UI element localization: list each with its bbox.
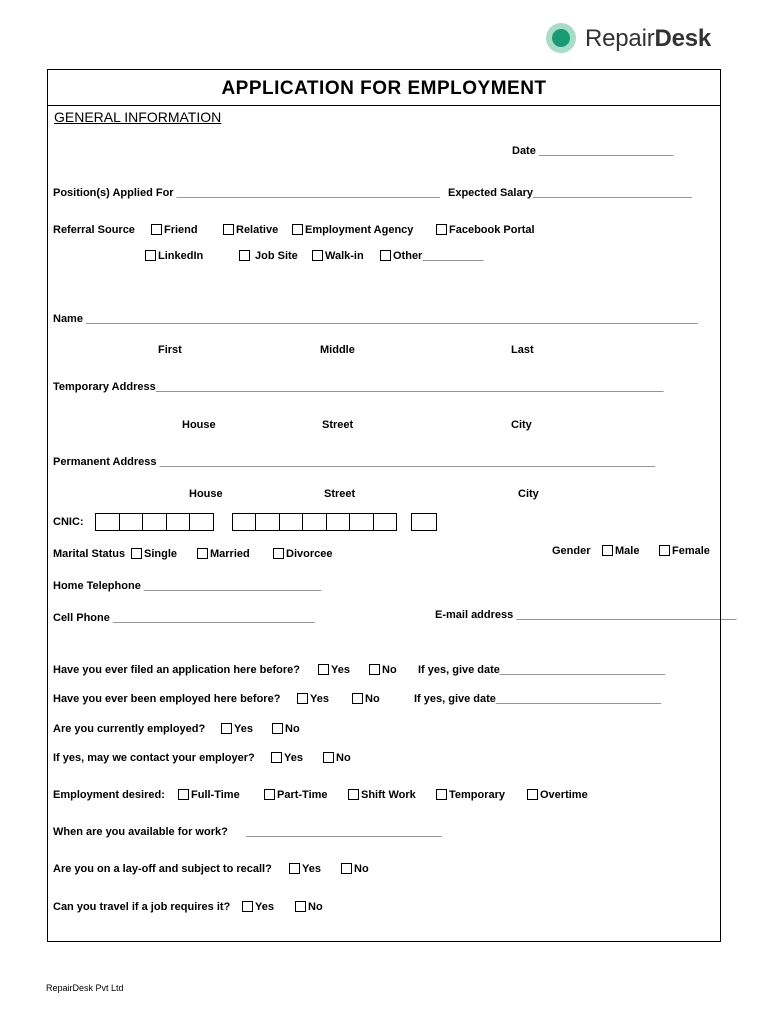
q2-yes[interactable]: Yes (297, 693, 329, 706)
salary-field[interactable]: Expected Salary__________________________ (448, 187, 693, 199)
temp-address-field[interactable]: Temporary Address___________________________________________________________________________________ (53, 381, 664, 393)
checkbox[interactable] (131, 548, 142, 559)
emp-fulltime[interactable]: Full-Time (178, 789, 240, 802)
checkbox[interactable] (221, 723, 232, 734)
referral-facebook[interactable]: Facebook Portal (436, 224, 535, 237)
logo-mark-icon (546, 21, 578, 55)
checkbox[interactable] (273, 548, 284, 559)
emp-overtime[interactable]: Overtime (527, 789, 588, 802)
available-field[interactable]: ________________________________ (246, 826, 442, 838)
checkbox[interactable] (151, 224, 162, 235)
marital-label: Marital Status (53, 548, 126, 560)
checkbox[interactable] (436, 789, 447, 800)
q-layoff: Are you on a lay-off and subject to recall? (53, 863, 272, 875)
referral-linkedin[interactable]: LinkedIn (145, 250, 203, 263)
q7-no[interactable]: No (341, 863, 369, 876)
checkbox[interactable] (312, 250, 323, 261)
referral-relative[interactable]: Relative (223, 224, 278, 237)
repairdesk-logo (546, 21, 726, 55)
name-middle-label: Middle (320, 344, 355, 356)
q2-date-field[interactable]: If yes, give date___________________________ (414, 693, 662, 705)
emp-parttime[interactable]: Part-Time (264, 789, 328, 802)
checkbox[interactable] (602, 545, 613, 556)
referral-label: Referral Source (53, 224, 135, 236)
marital-married[interactable]: Married (197, 548, 250, 561)
q4-no[interactable]: No (323, 752, 351, 765)
checkbox[interactable] (264, 789, 275, 800)
perm-street-label: Street (324, 488, 356, 500)
marital-single[interactable]: Single (131, 548, 177, 561)
checkbox[interactable] (348, 789, 359, 800)
q-travel: Can you travel if a job requires it? (53, 901, 231, 913)
cnic-group-2[interactable] (232, 513, 397, 531)
q8-yes[interactable]: Yes (242, 901, 274, 914)
checkbox[interactable] (197, 548, 208, 559)
gender-female[interactable]: Female (659, 545, 710, 558)
q3-yes[interactable]: Yes (221, 723, 253, 736)
checkbox[interactable] (323, 752, 334, 763)
checkbox[interactable] (223, 224, 234, 235)
q1-no[interactable]: No (369, 664, 397, 677)
checkbox[interactable] (271, 752, 282, 763)
date-field[interactable]: Date ______________________ (512, 145, 674, 157)
q3-no[interactable]: No (272, 723, 300, 736)
temp-street-label: Street (322, 419, 354, 431)
q-contact-employer: If yes, may we contact your employer? (53, 752, 255, 764)
q-filed-before: Have you ever filed an application here before? (53, 664, 300, 676)
perm-address-field[interactable]: Permanent Address _________________________________________________________________________________ (53, 456, 656, 468)
q8-no[interactable]: No (295, 901, 323, 914)
referral-walkin[interactable]: Walk-in (312, 250, 364, 263)
gender-label: Gender (552, 545, 591, 557)
q-employed-before: Have you ever been employed here before? (53, 693, 281, 705)
checkbox[interactable] (659, 545, 670, 556)
cnic-group-1[interactable] (95, 513, 214, 531)
q4-yes[interactable]: Yes (271, 752, 303, 765)
checkbox[interactable] (289, 863, 300, 874)
checkbox[interactable] (380, 250, 391, 261)
checkbox[interactable] (341, 863, 352, 874)
emp-shiftwork[interactable]: Shift Work (348, 789, 416, 802)
q1-yes[interactable]: Yes (318, 664, 350, 677)
q-available: When are you available for work? (53, 826, 228, 838)
checkbox[interactable] (352, 693, 363, 704)
checkbox[interactable] (292, 224, 303, 235)
referral-jobsite[interactable]: Job Site (239, 250, 298, 263)
checkbox[interactable] (239, 250, 250, 261)
q7-yes[interactable]: Yes (289, 863, 321, 876)
home-phone-field[interactable]: Home Telephone _____________________________ (53, 580, 322, 592)
checkbox[interactable] (436, 224, 447, 235)
checkbox[interactable] (145, 250, 156, 261)
cnic-label: CNIC: (53, 516, 84, 528)
cell-phone-field[interactable]: Cell Phone _________________________________ (53, 612, 315, 624)
form-title: APPLICATION FOR EMPLOYMENT (221, 78, 547, 99)
referral-agency[interactable]: Employment Agency (292, 224, 413, 237)
checkbox[interactable] (527, 789, 538, 800)
referral-friend[interactable]: Friend (151, 224, 198, 237)
q-currently-employed: Are you currently employed? (53, 723, 206, 735)
position-field[interactable]: Position(s) Applied For ___________________________________________ (53, 187, 440, 199)
name-last-label: Last (511, 344, 534, 356)
checkbox[interactable] (295, 901, 306, 912)
checkbox[interactable] (297, 693, 308, 704)
checkbox[interactable] (272, 723, 283, 734)
section-heading: GENERAL INFORMATION (54, 109, 222, 125)
q2-no[interactable]: No (352, 693, 380, 706)
email-field[interactable]: E-mail address ____________________________________ (435, 609, 737, 621)
cnic-group-3[interactable] (411, 513, 437, 531)
q-employment-desired: Employment desired: (53, 789, 165, 801)
name-first-label: First (158, 344, 182, 356)
footer-text: RepairDesk Pvt Ltd (46, 983, 124, 993)
perm-city-label: City (518, 488, 539, 500)
checkbox[interactable] (318, 664, 329, 675)
q1-date-field[interactable]: If yes, give date___________________________ (418, 664, 666, 676)
logo-text: RepairDesk (585, 25, 712, 52)
perm-house-label: House (189, 488, 223, 500)
temp-city-label: City (511, 419, 532, 431)
checkbox[interactable] (242, 901, 253, 912)
referral-other[interactable]: Other__________ (380, 250, 484, 263)
gender-male[interactable]: Male (602, 545, 639, 558)
emp-temporary[interactable]: Temporary (436, 789, 505, 802)
checkbox[interactable] (178, 789, 189, 800)
name-field[interactable]: Name ____________________________________________________________________________________________________ (53, 313, 698, 325)
title-row (48, 70, 720, 106)
marital-divorcee[interactable]: Divorcee (273, 548, 332, 561)
temp-house-label: House (182, 419, 216, 431)
checkbox[interactable] (369, 664, 380, 675)
